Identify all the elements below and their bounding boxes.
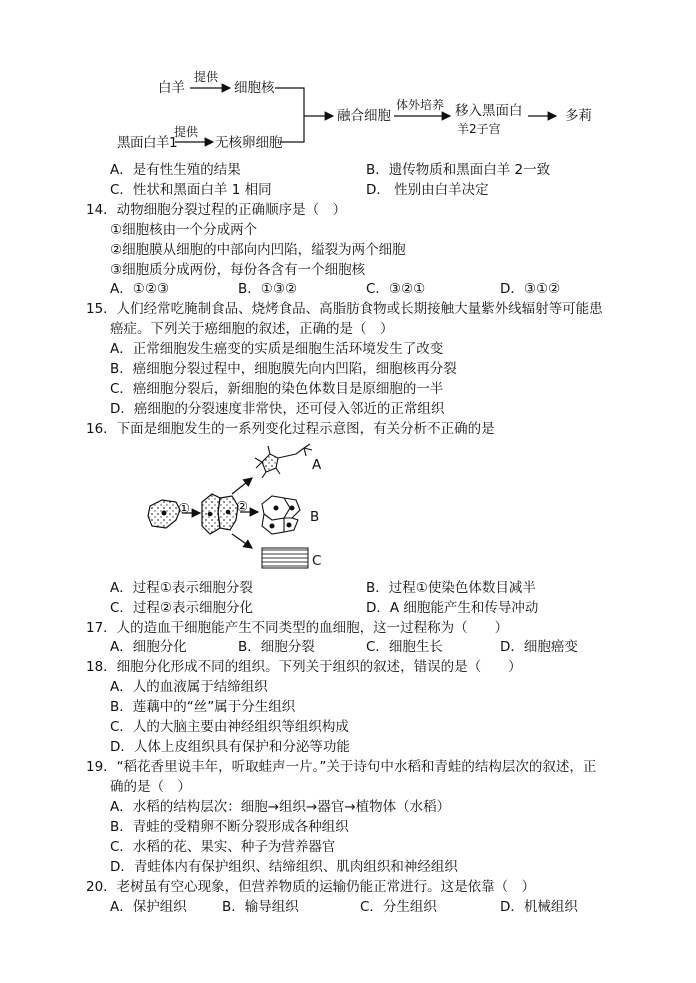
q14-option-a: A．①②③ (110, 281, 170, 297)
q16-stem: 16．下面是细胞发生的一系列变化过程示意图，有关分析不正确的是 (86, 421, 495, 437)
q18-stem: 18．细胞分化形成不同的组织。下列关于组织的叙述，错误的是（ ） (86, 659, 522, 675)
q15-stem-line-2: 癌症。下列关于癌细胞的叙述，正确的是（ ） (110, 321, 394, 337)
q17-option-b: B．细胞分裂 (238, 639, 315, 655)
figure-label-b: B (310, 509, 320, 525)
q20-option-d: D．机械组织 (500, 899, 578, 915)
q13-option-c: C．性状和黑面白羊 1 相同 (110, 182, 272, 198)
q15-stem-line-1: 15．人们经常吃腌制食品、烧烤食品、高脂肪食物或长期接触大量紫外线辐射等可能患 (86, 301, 603, 317)
q15-option-a: A．正常细胞发生癌变的实质是细胞生活环境发生了改变 (110, 341, 444, 357)
q17-option-c: C．细胞生长 (366, 639, 443, 655)
flow-fused-cell: 融合细胞 (337, 108, 391, 124)
q18-option-d: D．人体上皮组织具有保护和分泌等功能 (110, 739, 350, 755)
q15-option-b: B．癌细胞分裂过程中，细胞膜先向内凹陷，细胞核再分裂 (110, 361, 457, 377)
q18-option-b: B．莲藕中的“丝”属于分生组织 (110, 699, 296, 715)
q14-stem: 14．动物细胞分裂过程的正确顺序是（ ） (86, 202, 347, 218)
flow-transfer-line-2: 羊2子宫 (457, 122, 501, 136)
q14-statement-3: ③细胞质分成两份，每份各含有一个细胞核 (110, 262, 366, 278)
q20-option-a: A．保护组织 (110, 899, 187, 915)
q14-option-c: C．③②① (366, 281, 426, 297)
arrow-to-a (232, 478, 252, 494)
q14-option-d: D．③①② (500, 281, 561, 297)
flow-black-face-ewe-1: 黑面白羊1 (117, 135, 178, 151)
figure-label-process-1: ① (178, 501, 191, 517)
figure-label-process-2: ② (236, 499, 249, 515)
flow-dolly: 多莉 (565, 108, 592, 124)
epithelial-cells-b (262, 496, 300, 534)
q16-option-b: B．过程①使染色体数目减半 (366, 580, 536, 596)
q14-option-b: B．①③② (238, 281, 298, 297)
q19-option-c: C．水稻的花、果实、种子为营养器官 (110, 839, 336, 855)
q16-option-a: A．过程①表示细胞分裂 (110, 580, 253, 596)
flow-transfer-line-1: 移入黑面白 (455, 103, 523, 119)
q19-option-d: D．青蛙体内有保护组织、结缔组织、肌肉组织和神经组织 (110, 859, 458, 875)
flow-enucleated-egg: 无核卵细胞 (215, 135, 283, 151)
q19-stem-line-2: 确的是（ ） (110, 779, 191, 795)
flow-in-vitro-culture: 体外培养 (396, 98, 445, 112)
q15-option-c: C．癌细胞分裂后，新细胞的染色体数目是原细胞的一半 (110, 381, 444, 397)
flow-nucleus: 细胞核 (234, 80, 275, 96)
q20-stem: 20．老树虽有空心现象，但营养物质的运输仍能正常进行。这是依靠（ ） (86, 879, 536, 895)
divided-cell-nucleus-right (226, 510, 231, 515)
q20-option-c: C．分生组织 (360, 899, 437, 915)
q13-option-d: D． 性别由白羊决定 (366, 182, 489, 198)
q16-option-d: D．A 细胞能产生和传导冲动 (366, 600, 539, 616)
neuron-cell-a (255, 444, 312, 478)
cloning-flow-diagram (0, 0, 696, 160)
q15-option-d: D．癌细胞的分裂速度非常快，还可侵入邻近的正常组织 (110, 401, 445, 417)
q19-option-b: B．青蛙的受精卵不断分裂形成各种组织 (110, 819, 349, 835)
q20-option-b: B．输导组织 (222, 899, 299, 915)
q13-option-b: B．遗传物质和黑面白羊 2一致 (366, 162, 551, 178)
cell-differentiation-figure (0, 440, 696, 575)
q19-option-a: A．水稻的结构层次：细胞→组织→器官→植物体（水稻） (110, 799, 451, 815)
q17-stem: 17．人的造血干细胞能产生不同类型的血细胞，这一过程称为（ ） (86, 620, 509, 636)
flow-provide-label-2: 提供 (174, 125, 199, 139)
q17-option-a: A．细胞分化 (110, 639, 187, 655)
figure-label-a: A (312, 457, 322, 473)
muscle-tissue-c (262, 548, 308, 568)
flow-provide-label-1: 提供 (194, 70, 219, 84)
q14-statement-2: ②细胞膜从细胞的中部向内凹陷，缢裂为两个细胞 (110, 242, 406, 258)
original-cell-nucleus (162, 511, 167, 516)
q18-option-a: A．人的血液属于结缔组织 (110, 679, 268, 695)
q16-option-c: C．过程②表示细胞分化 (110, 600, 254, 616)
figure-label-c: C (312, 553, 322, 569)
divided-cell-nucleus-left (208, 512, 213, 517)
q18-option-c: C．人的大脑主要由神经组织等组织构成 (110, 719, 349, 735)
flow-white-sheep: 白羊 (158, 80, 185, 96)
q19-stem-line-1: 19．“稻花香里说丰年，听取蛙声一片。”关于诗句中水稻和青蛙的结构层次的叙述，正 (86, 759, 597, 775)
q13-option-a: A．是有性生殖的结果 (110, 162, 241, 178)
arrow-to-c (232, 534, 252, 548)
q14-statement-1: ①细胞核由一个分成两个 (110, 222, 258, 238)
q17-option-d: D．细胞癌变 (500, 639, 578, 655)
